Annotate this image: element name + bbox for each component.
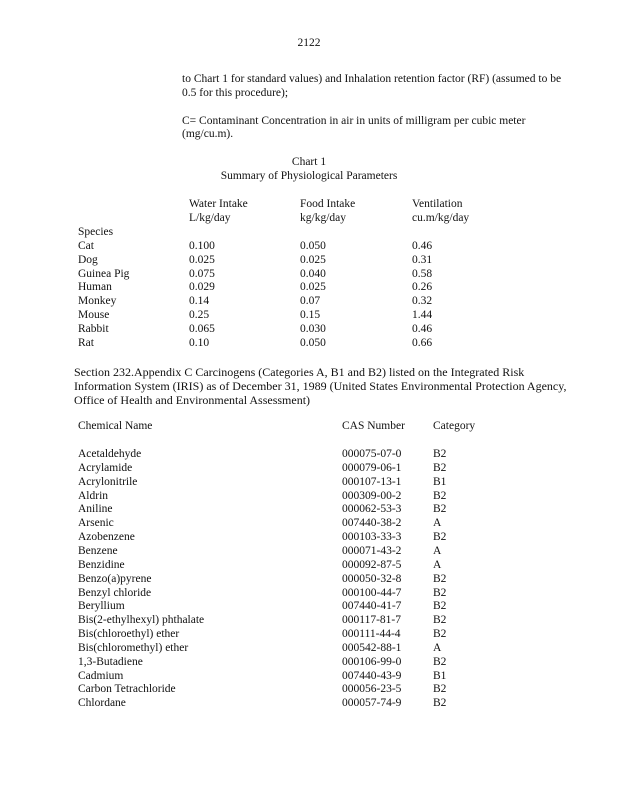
- table-row: [0, 281, 618, 295]
- ventilation-cell: 0.46: [412, 240, 433, 252]
- water-intake-cell: 0.029: [189, 281, 215, 294]
- table-row: [0, 337, 618, 351]
- table-row: [0, 531, 618, 545]
- water-intake-cell: 0.025: [189, 253, 215, 266]
- table-row: [0, 476, 618, 490]
- column-header-ventilation: Ventilation: [412, 198, 463, 210]
- table-row: [0, 642, 618, 656]
- ventilation-cell: 0.58: [412, 267, 433, 280]
- ventilation-cell: 1.44: [412, 309, 433, 321]
- table-row: [0, 545, 618, 559]
- table-row: [0, 295, 618, 309]
- category-cell: A: [433, 558, 442, 571]
- chemical-name-cell: Carbon Tetrachloride: [78, 683, 176, 696]
- cas-number-cell: 000075-07-0: [342, 448, 402, 460]
- ventilation-cell: 0.32: [412, 295, 433, 308]
- intro-paragraph: to Chart 1 for standard values) and Inhalation retention factor (RF) (assumed to be 0.5 for this procedure);: [182, 73, 562, 99]
- chemical-name-cell: Benzo(a)pyrene: [78, 572, 152, 585]
- table-row: [0, 517, 618, 531]
- table-row: [0, 240, 618, 254]
- chemical-name-cell: Arsenic: [78, 517, 114, 530]
- column-header-food: Food Intake: [300, 198, 356, 210]
- ventilation-cell: 0.31: [412, 253, 433, 266]
- water-intake-cell: 0.10: [189, 336, 210, 349]
- food-intake-cell: 0.050: [300, 336, 326, 349]
- cas-number-cell: 000092-87-5: [342, 558, 402, 571]
- chemical-name-cell: Chlordane: [78, 697, 126, 710]
- species-cell: Dog: [78, 253, 98, 266]
- food-intake-cell: 0.025: [300, 281, 326, 294]
- table-row: [0, 628, 618, 642]
- cas-number-cell: 000107-13-1: [342, 475, 402, 488]
- food-intake-cell: 0.07: [300, 295, 321, 308]
- table-row: [0, 614, 618, 628]
- chemical-name-cell: Bis(2-ethylhexyl) phthalate: [78, 614, 205, 627]
- category-cell: B2: [433, 461, 447, 474]
- category-cell: A: [433, 641, 442, 654]
- category-cell: B2: [433, 503, 447, 516]
- chemical-name-cell: Azobenzene: [78, 531, 135, 544]
- column-header-water: Water Intake: [189, 198, 248, 210]
- table-row: [0, 670, 618, 684]
- column-unit-food: kg/kg/day: [300, 212, 346, 224]
- species-cell: Rabbit: [78, 322, 109, 335]
- food-intake-cell: 0.040: [300, 267, 326, 280]
- cas-number-cell: 000100-44-7: [342, 586, 402, 599]
- water-intake-cell: 0.25: [189, 309, 210, 321]
- chemical-name-cell: Beryllium: [78, 600, 125, 613]
- column-header-chemical: Chemical Name: [78, 420, 153, 432]
- species-cell: Mouse: [78, 309, 110, 321]
- water-intake-cell: 0.065: [189, 322, 215, 335]
- table-row: [0, 254, 618, 268]
- chemical-name-cell: Benzene: [78, 544, 118, 557]
- food-intake-cell: 0.15: [300, 309, 321, 321]
- species-cell: Guinea Pig: [78, 267, 130, 280]
- category-cell: B1: [433, 475, 447, 488]
- category-cell: B2: [433, 600, 447, 613]
- category-cell: B2: [433, 448, 447, 460]
- cas-number-cell: 000542-88-1: [342, 641, 402, 654]
- cas-number-cell: 000111-44-4: [342, 628, 401, 641]
- table-row: [0, 656, 618, 670]
- table-row: [0, 503, 618, 517]
- table-row: [0, 600, 618, 614]
- chemical-name-cell: Aniline: [78, 503, 113, 516]
- ventilation-cell: 0.66: [412, 336, 433, 349]
- table-row: [0, 587, 618, 601]
- table-row: [0, 559, 618, 573]
- table-row: [0, 448, 618, 462]
- cas-number-cell: 000103-33-3: [342, 531, 402, 544]
- page-number: 2122: [297, 37, 321, 49]
- table-row: [0, 697, 618, 711]
- chemical-name-cell: Acrylonitrile: [78, 475, 138, 488]
- category-cell: B2: [433, 628, 447, 641]
- category-cell: A: [433, 517, 442, 530]
- chemical-name-cell: Aldrin: [78, 489, 109, 502]
- cas-number-cell: 007440-38-2: [342, 517, 402, 530]
- category-cell: B2: [433, 655, 447, 668]
- chemical-name-cell: Benzidine: [78, 558, 125, 571]
- table-row: [0, 268, 618, 282]
- category-cell: B2: [433, 531, 447, 544]
- category-cell: B2: [433, 586, 447, 599]
- species-cell: Rat: [78, 336, 94, 349]
- category-cell: B2: [433, 572, 447, 585]
- water-intake-cell: 0.100: [189, 240, 215, 252]
- species-cell: Cat: [78, 240, 94, 252]
- table-row: [0, 683, 618, 697]
- column-header-cas: CAS Number: [342, 420, 405, 432]
- category-cell: B2: [433, 614, 447, 627]
- table-row: [0, 490, 618, 504]
- species-label: Species: [78, 226, 114, 238]
- food-intake-cell: 0.050: [300, 240, 326, 252]
- species-cell: Human: [78, 281, 112, 294]
- table-row: [0, 462, 618, 476]
- water-intake-cell: 0.14: [189, 295, 210, 308]
- cas-number-cell: 000071-43-2: [342, 544, 402, 557]
- ventilation-cell: 0.26: [412, 281, 433, 294]
- ventilation-cell: 0.46: [412, 322, 433, 335]
- chemical-name-cell: Bis(chloromethyl) ether: [78, 641, 189, 654]
- cas-number-cell: 007440-43-9: [342, 669, 402, 682]
- food-intake-cell: 0.025: [300, 253, 326, 266]
- column-header-category: Category: [433, 420, 476, 432]
- category-cell: B2: [433, 489, 447, 502]
- column-unit-water: L/kg/day: [189, 212, 231, 224]
- chemical-name-cell: Acetaldehyde: [78, 448, 142, 460]
- intro-paragraph: C= Contaminant Concentration in air in units of milligram per cubic meter (mg/cu.m).: [182, 114, 526, 141]
- table-row: [0, 309, 618, 323]
- table-row: [0, 573, 618, 587]
- cas-number-cell: 000056-23-5: [342, 683, 402, 696]
- section-heading: Section 232.Appendix C Carcinogens (Categories A, B1 and B2) listed on the Integrated Risk Information System (IRIS) as of December 31, 1989 (United States Environmental Protection Agency, Office of Health and Environmental Assessment): [74, 365, 567, 408]
- cas-number-cell: 000062-53-3: [342, 503, 402, 516]
- chart-title: Chart 1: [291, 156, 327, 168]
- cas-number-cell: 000050-32-8: [342, 572, 402, 585]
- chemical-name-cell: 1,3-Butadiene: [78, 655, 143, 668]
- chemical-name-cell: Cadmium: [78, 669, 124, 682]
- food-intake-cell: 0.030: [300, 322, 326, 335]
- chemical-name-cell: Acrylamide: [78, 461, 133, 474]
- category-cell: B1: [433, 669, 447, 682]
- species-cell: Monkey: [78, 295, 117, 308]
- chemical-name-cell: Bis(chloroethyl) ether: [78, 628, 180, 641]
- table-row: [0, 323, 618, 337]
- cas-number-cell: 000117-81-7: [342, 614, 401, 627]
- cas-number-cell: 000057-74-9: [342, 697, 402, 710]
- cas-number-cell: 007440-41-7: [342, 600, 402, 613]
- cas-number-cell: 000309-00-2: [342, 489, 402, 502]
- category-cell: A: [433, 544, 442, 557]
- intro-text: [182, 73, 562, 156]
- water-intake-cell: 0.075: [189, 267, 215, 280]
- column-unit-ventilation: cu.m/kg/day: [412, 212, 470, 224]
- cas-number-cell: 000106-99-0: [342, 655, 402, 668]
- category-cell: B2: [433, 683, 447, 696]
- chart-subtitle: Summary of Physiological Parameters: [220, 170, 398, 182]
- cas-number-cell: 000079-06-1: [342, 461, 402, 474]
- chemical-name-cell: Benzyl chloride: [78, 586, 152, 599]
- category-cell: B2: [433, 697, 447, 710]
